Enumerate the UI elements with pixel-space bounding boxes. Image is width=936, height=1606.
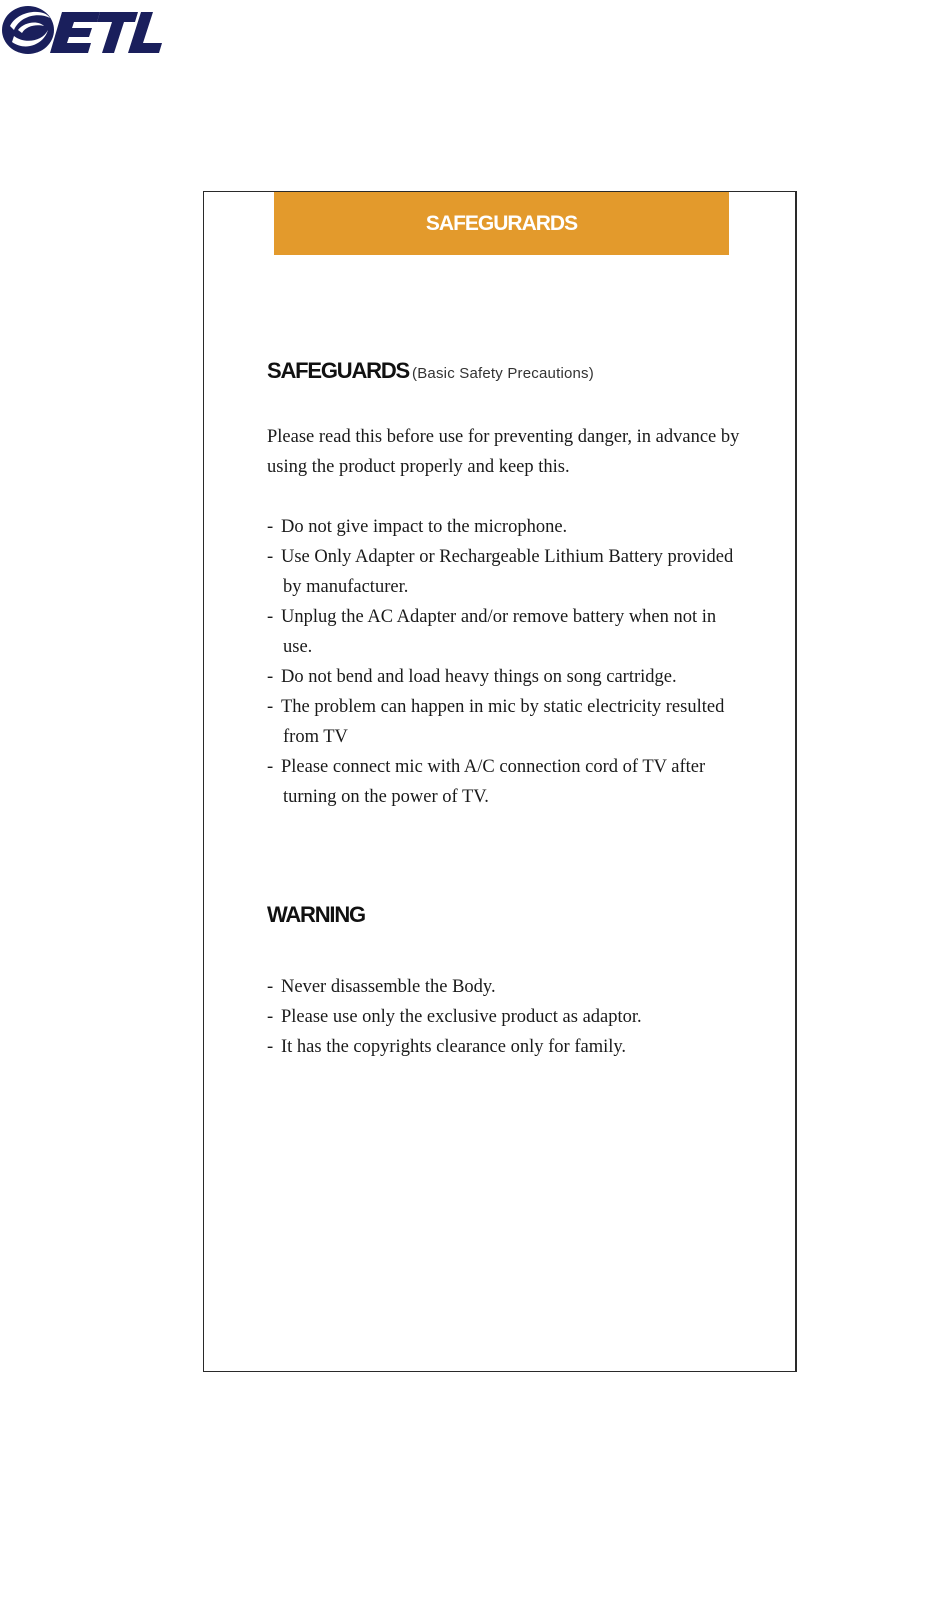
safeguards-list: [267, 512, 747, 812]
warning-heading: [267, 902, 365, 928]
etl-logo-icon: [0, 0, 165, 60]
list-item: - Never disassemble the Body.: [267, 977, 496, 997]
safeguards-heading-sub: (Basic Safety Precautions): [412, 365, 594, 382]
safeguards-heading-main: SAFEGUARDS: [267, 358, 410, 383]
list-item: - The problem can happen in mic by static electricity resulted from TV: [267, 697, 725, 747]
document-page: [203, 191, 797, 1372]
list-item: - Please connect mic with A/C connection cord of TV after turning on the power of TV.: [267, 757, 706, 807]
list-item: - Please use only the exclusive product as adaptor.: [267, 1007, 642, 1027]
list-item: - Unplug the AC Adapter and/or remove battery when not in use.: [267, 607, 717, 657]
list-item: - Do not bend and load heavy things on song cartridge.: [267, 667, 677, 687]
list-item: - It has the copyrights clearance only for family.: [267, 1037, 627, 1057]
list-item: - Do not give impact to the microphone.: [267, 517, 568, 537]
warning-heading-main: WARNING: [267, 902, 365, 927]
safeguards-heading: [267, 358, 594, 384]
list-item: - Use Only Adapter or Rechargeable Lithium Battery provided by manufacturer.: [267, 547, 734, 597]
title-banner: [274, 192, 729, 255]
etl-logo: [0, 0, 165, 60]
banner-title: SAFEGURARDS: [425, 211, 578, 235]
safeguards-intro: Please read this before use for preventing danger, in advance by using the product properly and keep this.: [267, 427, 740, 477]
warning-list: [267, 972, 747, 1062]
